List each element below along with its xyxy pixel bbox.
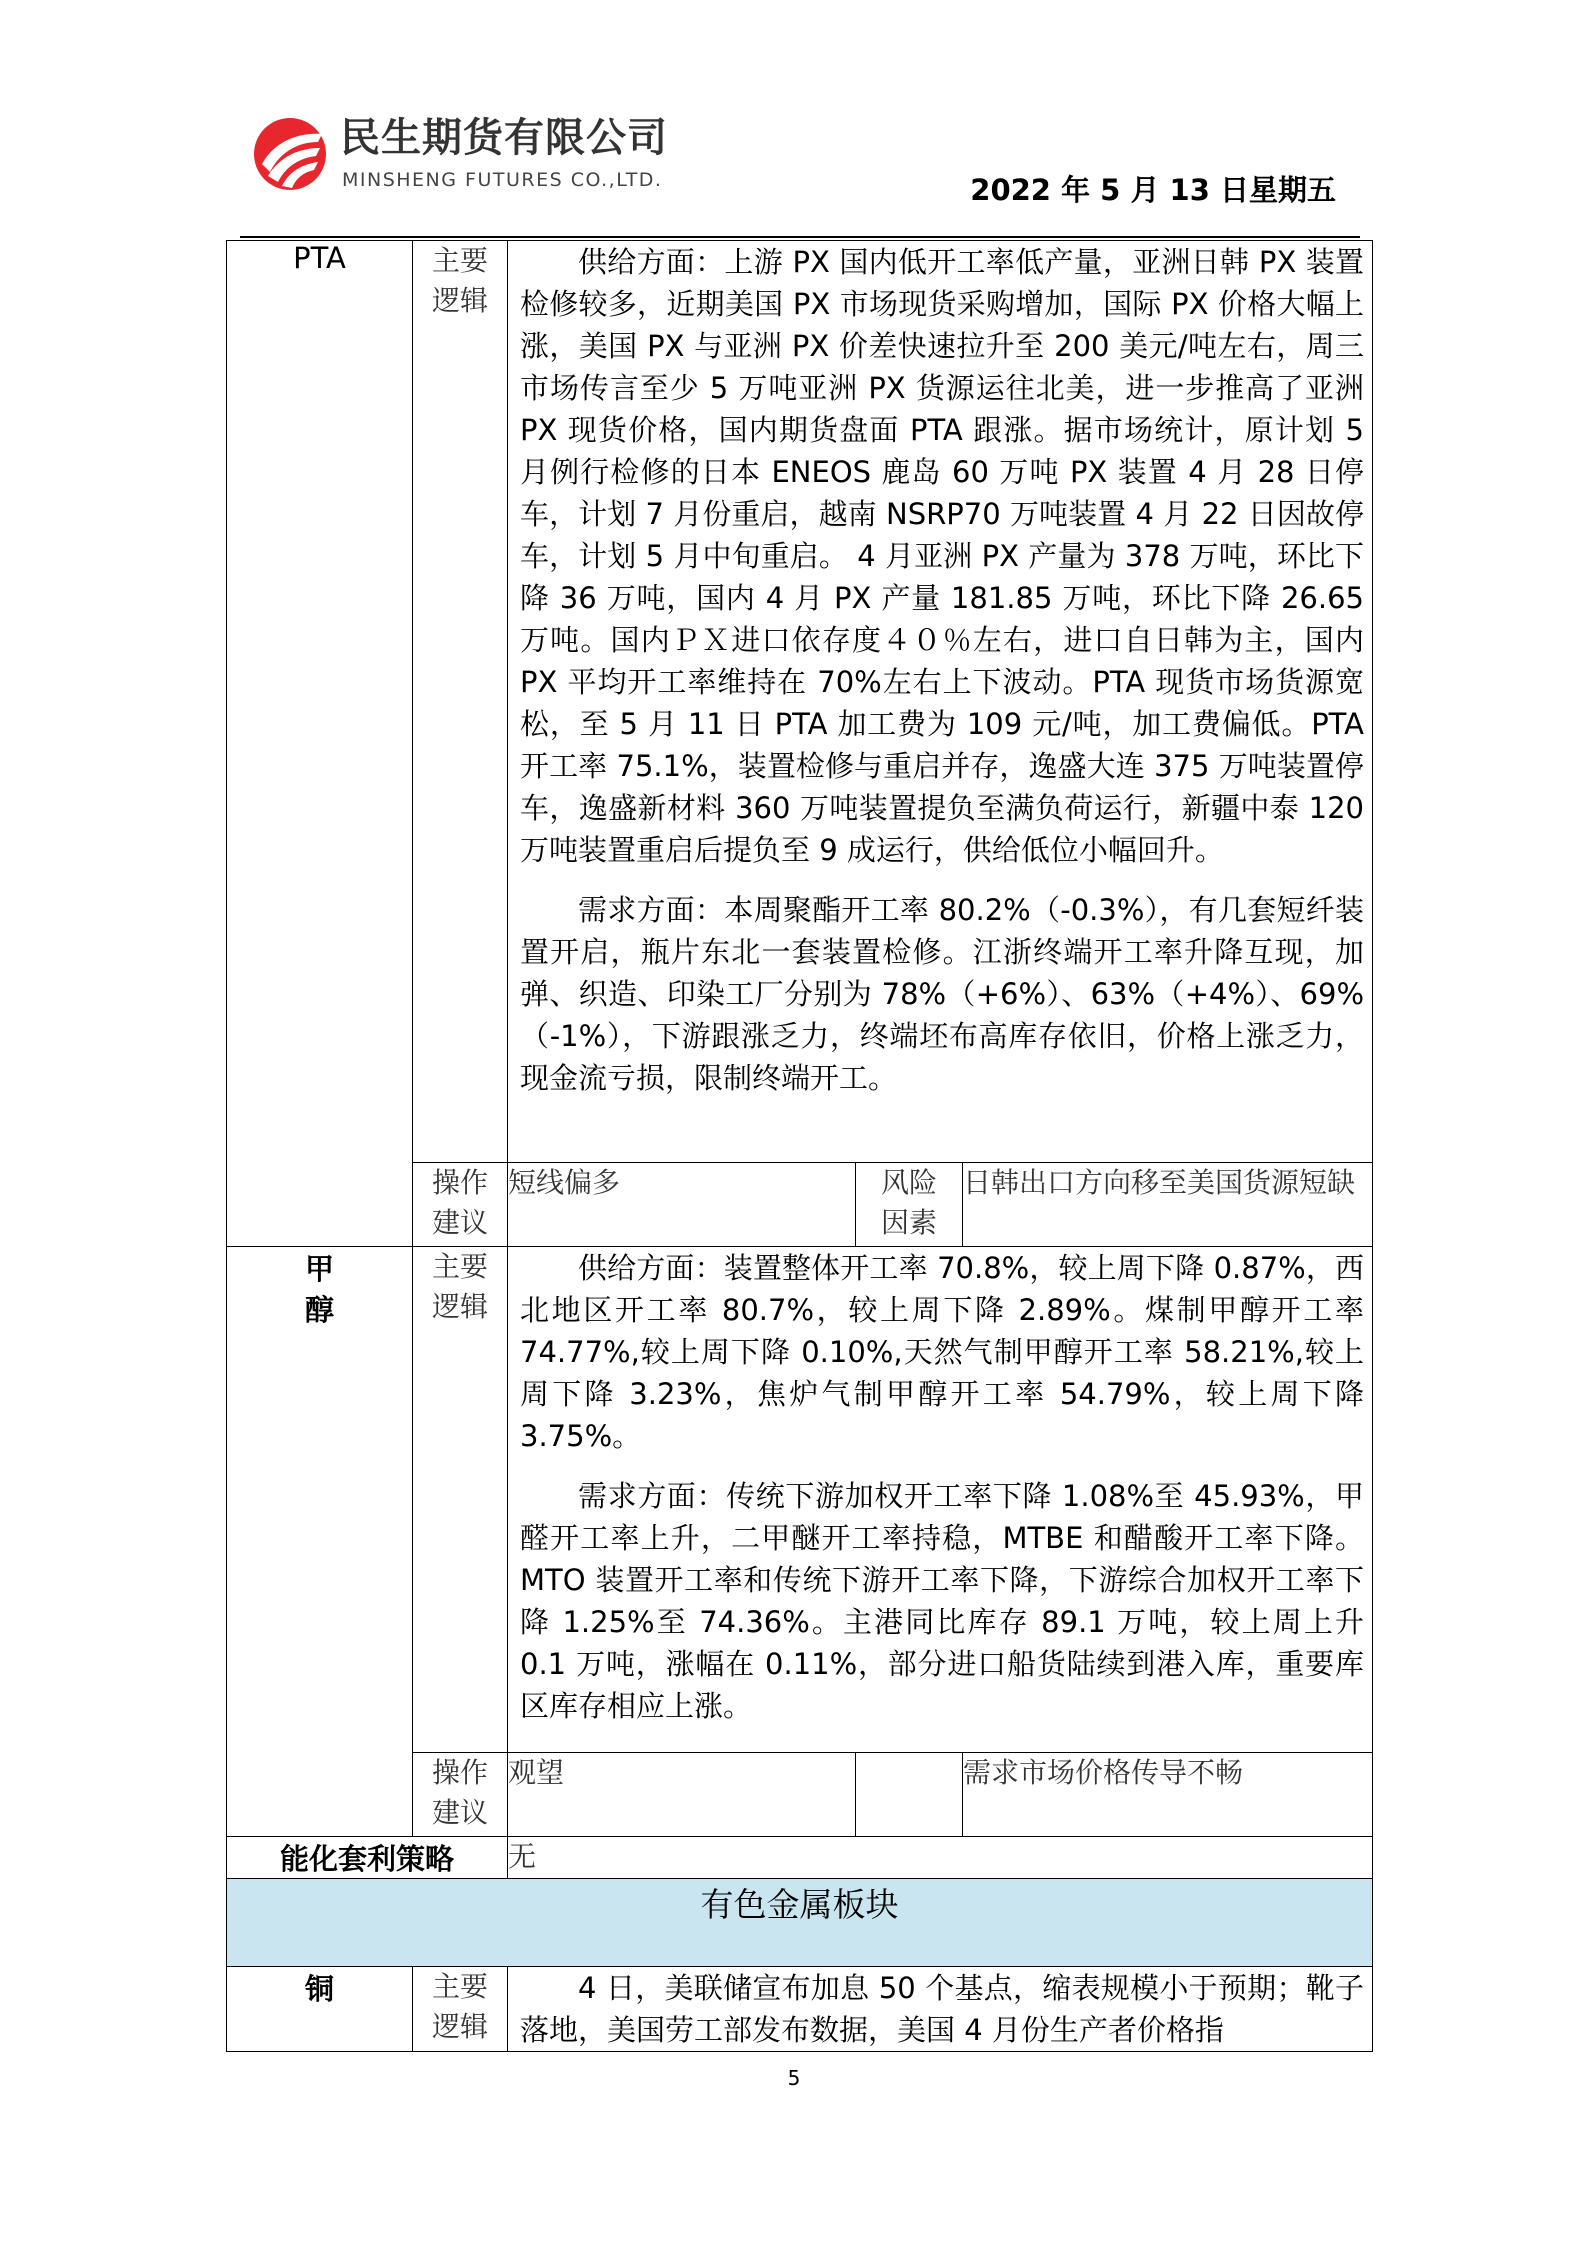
minsheng-logo-icon xyxy=(252,116,328,192)
copper-logic-body xyxy=(508,1967,1373,2052)
pta-risk-label: 风险 因素 xyxy=(856,1163,963,1247)
copper-text: 4 日，美联储宣布加息 50 个基点，缩表规模小于预期；靴子落地，美国劳工部发布数据，美国 4 月份生产者价格指 xyxy=(520,1971,1364,2047)
methanol-op-value: 观望 xyxy=(508,1753,856,1837)
methanol-logic-body xyxy=(508,1247,1373,1753)
page-number: 5 xyxy=(787,2066,801,2090)
report-date: 2022 年 5 月 13 日星期五 xyxy=(970,173,1336,207)
pta-risk-value: 日韩出口方向移至美国货源短缺 xyxy=(963,1163,1373,1247)
pta-supply-text: 供给方面：上游 PX 国内低开工率低产量，亚洲日韩 PX 装置检修较多，近期美国 PX 市场现货采购增加，国际 PX 价格大幅上涨，美国 PX 与亚洲 PX 价差快速拉升至 200 美元/吨左右，周三市场传言至少 5 万吨亚洲 PX 货源运往北美，进一步推高了亚洲 PX 现货价格，国内期货盘面 PTA 跟涨。据市场统计，原计划 5 月例行检修的日本 ENEOS 鹿岛 60 万吨 PX 装置 4 月 28 日停车，计划 7 月份重启，越南 NSRP70 万吨装置 4 月 22 日因故停车，计划 5 月中旬重启。 4 月亚洲 PX 产量为 378 万吨，环比下降 36 万吨，国内 4 月 PX 产量 181.85 万吨，环比下降 26.65 万吨。国内ＰＸ进口依存度４０％左右，进口自日韩为主，国内 PX 平均开工率维持在 70%左右上下波动。PTA 现货市场货源宽松，至 5 月 11 日 PTA 加工费为 109 元/吨，加工费偏低。PTA 开工率 75.1%，装置检修与重启并存，逸盛大连 375 万吨装置停车，逸盛新材料 360 万吨装置提负至满负荷运行，新疆中泰 120 万吨装置重启后提负至 9 成运行，供给低位小幅回升。 xyxy=(520,245,1364,867)
pta-logic-row xyxy=(227,241,1373,1163)
company-name-en: MINSHENG FUTURES CO.,LTD. xyxy=(342,169,663,191)
methanol-op-label: 操作 建议 xyxy=(413,1753,508,1837)
pta-op-value: 短线偏多 xyxy=(508,1163,856,1247)
company-name-cn: 民生期货有限公司 xyxy=(340,115,668,161)
copper-logic-row xyxy=(227,1967,1373,2052)
pta-category: PTA xyxy=(227,241,413,1247)
section-band-row xyxy=(227,1879,1373,1967)
methanol-category: 甲 醇 xyxy=(227,1247,413,1837)
section-title: 有色金属板块 xyxy=(227,1879,1373,1967)
methanol-logic-row xyxy=(227,1247,1373,1753)
copper-logic-label: 主要 逻辑 xyxy=(413,1967,508,2052)
arbitrage-label: 能化套利策略 xyxy=(227,1837,508,1879)
arbitrage-value: 无 xyxy=(508,1837,1373,1879)
methanol-demand-text: 需求方面：传统下游加权开工率下降 1.08%至 45.93%，甲醛开工率上升，二甲醚开工率持稳，MTBE 和醋酸开工率下降。MTO 装置开工率和传统下游开工率下降，下游综合加权开工率下降 1.25%至 74.36%。主港同比库存 89.1 万吨，较上周上升 0.1 万吨，涨幅在 0.11%，部分进口船货陆续到港入库，重要库区库存相应上涨。 xyxy=(520,1479,1364,1723)
methanol-risk-value: 需求市场价格传导不畅 xyxy=(963,1753,1373,1837)
copper-category: 铜 xyxy=(227,1967,413,2052)
methanol-supply-text: 供给方面：装置整体开工率 70.8%，较上周下降 0.87%，西北地区开工率 80.7%，较上周下降 2.89%。煤制甲醇开工率 74.77%,较上周下降 0.10%,天然气制甲醇开工率 58.21%,较上周下降 3.23%，焦炉气制甲醇开工率 54.79%，较上周下降 3.75%。 xyxy=(520,1251,1364,1453)
pta-demand-text: 需求方面：本周聚酯开工率 80.2%（-0.3%），有几套短纤装置开启，瓶片东北一套装置检修。江浙终端开工率升降互现，加弹、织造、印染工厂分别为 78%（+6%）、63%（+4%）、69%（-1%），下游跟涨乏力，终端坯布高库存依旧，价格上涨乏力，现金流亏损，限制终端开工。 xyxy=(520,893,1364,1095)
methanol-risk-label xyxy=(856,1753,963,1837)
pta-op-label: 操作 建议 xyxy=(413,1163,508,1247)
methanol-logic-label: 主要 逻辑 xyxy=(413,1247,508,1753)
pta-logic-body xyxy=(508,241,1373,1163)
strategy-table xyxy=(226,240,1373,2052)
pta-logic-label: 主要 逻辑 xyxy=(413,241,508,1163)
header-divider xyxy=(240,236,1360,238)
arbitrage-row xyxy=(227,1837,1373,1879)
company-logo xyxy=(252,112,732,202)
